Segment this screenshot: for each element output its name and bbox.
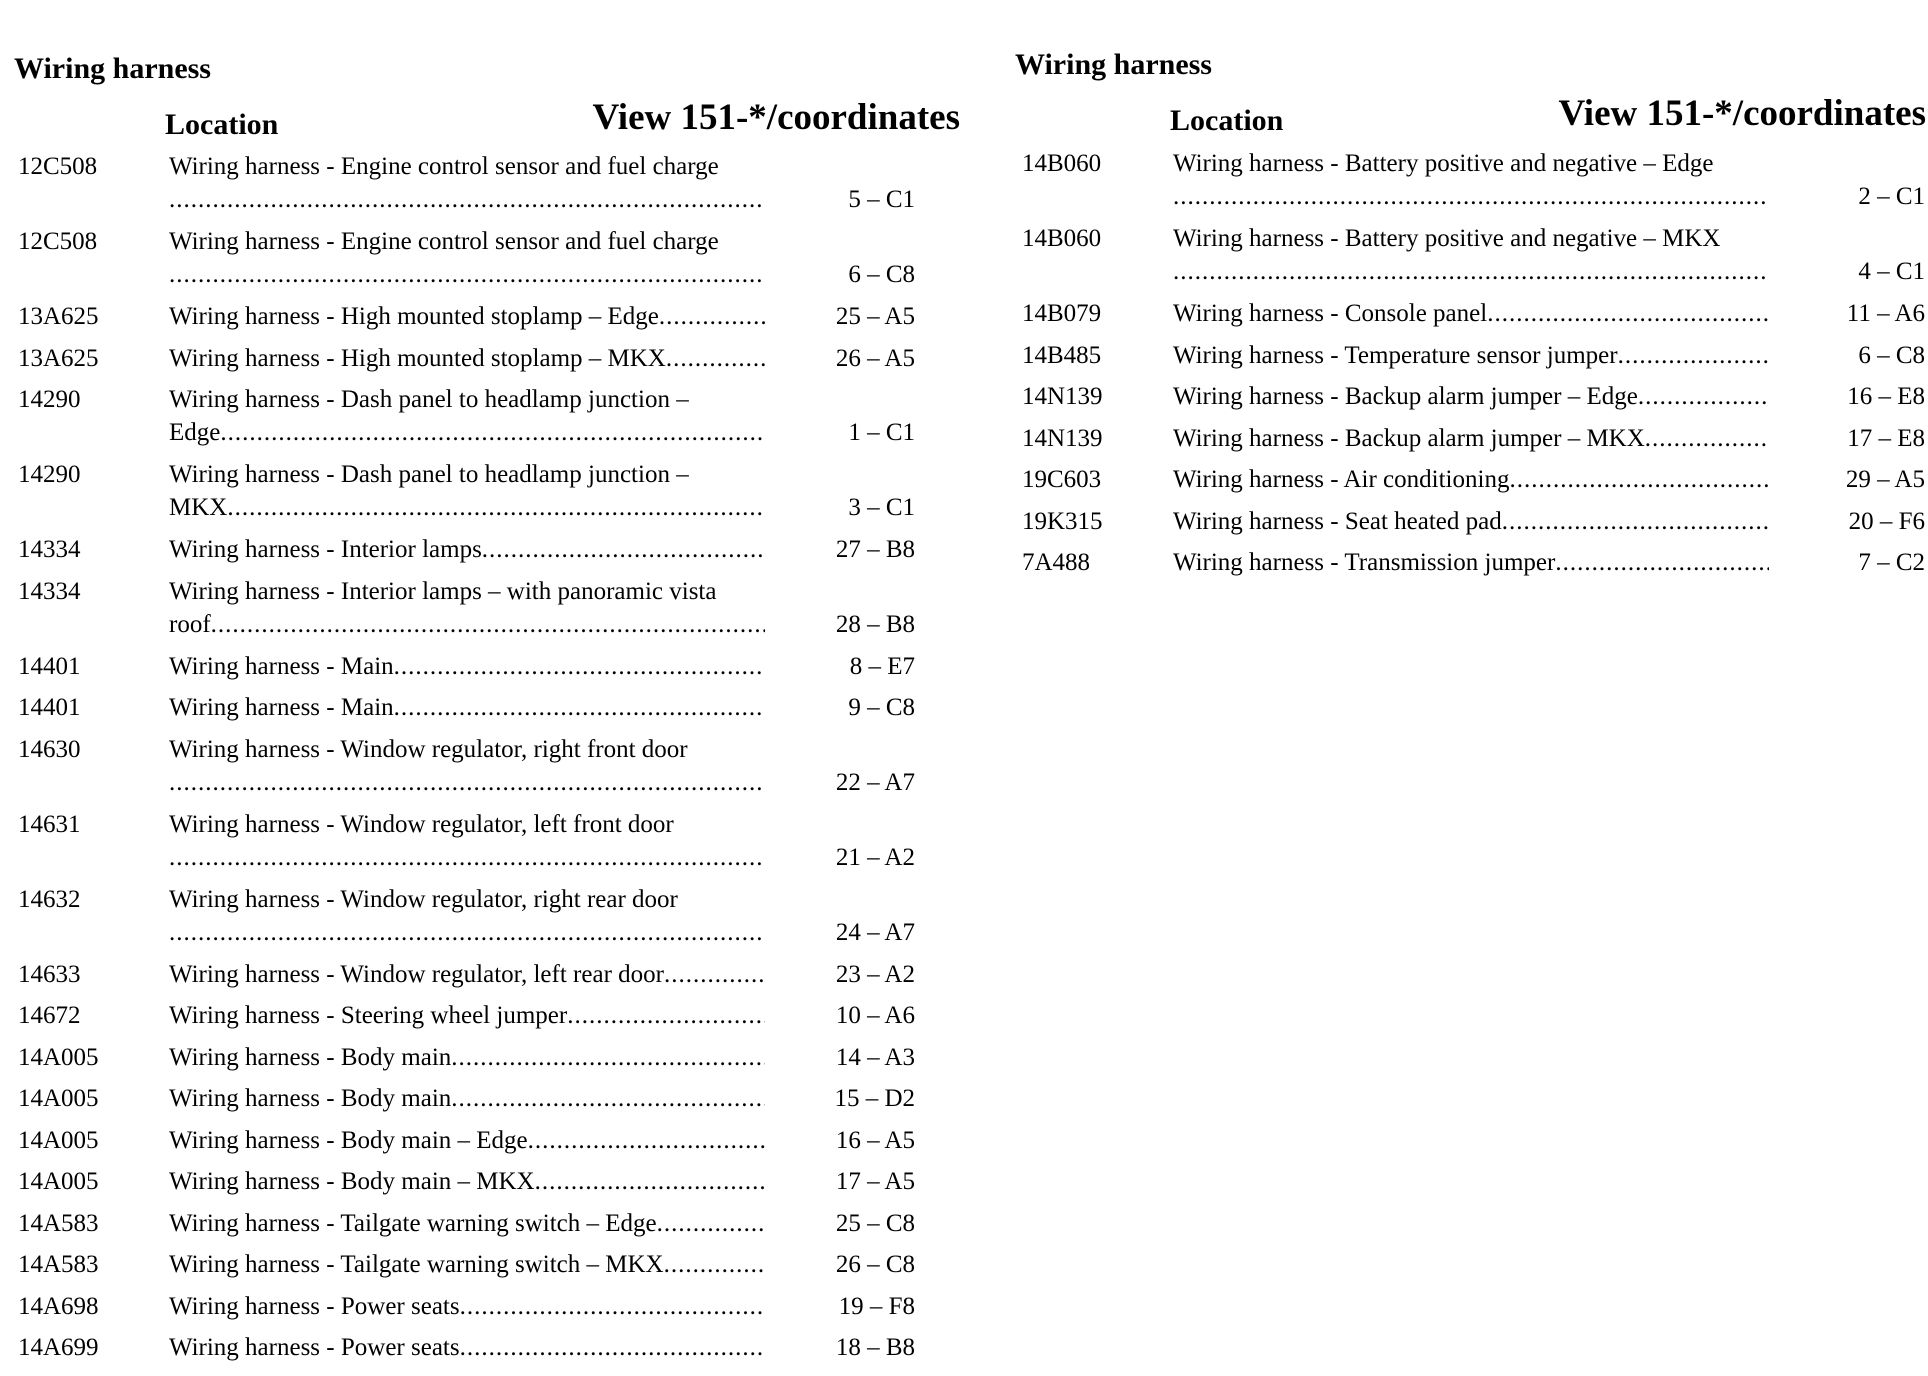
description-line: [169, 883, 765, 916]
view-coordinate: 25 – A5: [835, 303, 915, 330]
part-code: 14A583: [18, 1251, 99, 1278]
location-description: [169, 999, 765, 1032]
location-description: [1173, 422, 1769, 455]
dot-leader: [1645, 422, 1769, 455]
description-text: Wiring harness - Dash panel to headlamp junction –: [169, 386, 689, 413]
description-text: Wiring harness - Main: [169, 694, 394, 721]
location-description: [169, 1207, 765, 1240]
view-coordinate: 5 – C1: [848, 186, 915, 213]
part-code: 14A698: [18, 1292, 99, 1320]
view-coordinate: 18 – B8: [835, 1334, 915, 1361]
location-description: [1173, 147, 1769, 213]
section-title: Wiring harness: [14, 52, 211, 85]
description-line: [169, 300, 765, 333]
description-text: Wiring harness - Main: [169, 652, 394, 680]
description-text: Wiring harness - Backup alarm jumper – Edge: [1173, 383, 1638, 410]
description-line: [1173, 339, 1769, 372]
part-code: 14672: [18, 1002, 81, 1029]
description-text: Wiring harness - Body main – Edge: [169, 1126, 528, 1154]
view-coordinate: 16 – A5: [835, 1126, 915, 1154]
location-description: [1173, 339, 1769, 372]
dot-leader: [1173, 180, 1769, 213]
description-line: [1173, 422, 1769, 455]
description-line: [1173, 180, 1769, 213]
description-text: MKX: [169, 494, 228, 521]
description-line: [169, 458, 765, 491]
description-line: [1173, 463, 1769, 496]
location-description: [169, 1248, 765, 1281]
location-description: [169, 1124, 765, 1157]
dot-leader: [535, 1165, 765, 1198]
description-line: [169, 383, 765, 416]
view-coordinate: 6 – C8: [848, 261, 915, 288]
description-text: Wiring harness - Window regulator, right front door: [169, 735, 688, 763]
description-line: [169, 1041, 765, 1074]
location-description: [169, 225, 765, 291]
location-description: [169, 458, 765, 524]
location-description: [1173, 505, 1769, 538]
location-description: [169, 342, 765, 375]
dot-leader: [664, 1248, 765, 1281]
description-line: [169, 183, 765, 216]
description-line: [169, 766, 765, 799]
description-text: Wiring harness - Body main – MKX: [169, 1168, 535, 1195]
location-description: [169, 691, 765, 724]
description-text: Wiring harness - Engine control sensor and fuel charge: [169, 153, 719, 180]
description-text: Wiring harness - Interior lamps: [169, 536, 482, 563]
view-coordinate: 7 – C2: [1858, 549, 1925, 576]
description-text: Wiring harness - Window regulator, left rear door: [169, 960, 664, 988]
dot-leader: [394, 650, 765, 683]
description-line: [169, 1165, 765, 1198]
description-line: [169, 533, 765, 566]
description-text: Wiring harness - Window regulator, right rear door: [169, 885, 678, 913]
part-code: 14B079: [1022, 300, 1102, 327]
part-code: 19K315: [1022, 507, 1103, 535]
description-line: [169, 1124, 765, 1157]
view-coordinate: 1 – C1: [848, 419, 915, 446]
location-description: [1173, 222, 1769, 288]
part-code: 14631: [18, 810, 81, 838]
description-line: [1173, 147, 1769, 180]
view-coordinate: 25 – C8: [835, 1209, 915, 1237]
location-description: [169, 958, 765, 991]
part-code: 7A488: [1022, 549, 1091, 576]
location-header: Location: [1170, 104, 1284, 137]
description-text: Wiring harness - Interior lamps – with panoramic vista: [169, 577, 717, 605]
description-line: [1173, 222, 1769, 255]
part-code: 14A699: [18, 1334, 99, 1361]
dot-leader: [1502, 505, 1769, 538]
description-text: Wiring harness - High mounted stoplamp – Edge: [169, 303, 659, 330]
part-code: 14A005: [18, 1085, 99, 1112]
part-code: 14401: [18, 694, 81, 721]
view-coordinate: 22 – A7: [835, 768, 915, 796]
description-text: Edge: [169, 419, 221, 446]
description-text: Wiring harness - Temperature sensor jumper: [1173, 341, 1618, 369]
dot-leader: [169, 183, 765, 216]
part-code: 14A583: [18, 1209, 99, 1237]
dot-leader: [664, 958, 765, 991]
description-text: Wiring harness - Body main: [169, 1085, 452, 1112]
description-line: [169, 808, 765, 841]
description-line: [1173, 380, 1769, 413]
location-header: Location: [165, 108, 279, 141]
dot-leader: [1173, 255, 1769, 288]
description-line: [169, 650, 765, 683]
part-code: 19C603: [1022, 466, 1102, 493]
part-code: 14334: [18, 536, 81, 563]
dot-leader: [169, 841, 765, 874]
description-line: [169, 1331, 765, 1364]
description-text: Wiring harness - Transmission jumper: [1173, 549, 1556, 576]
description-text: Wiring harness - Power seats: [169, 1292, 460, 1320]
view-coordinate: 17 – E8: [1847, 424, 1925, 452]
dot-leader: [657, 1207, 765, 1240]
part-code: 14630: [18, 735, 81, 763]
part-code: 14401: [18, 652, 81, 680]
view-coordinate: 23 – A2: [835, 960, 915, 988]
dot-leader: [1618, 339, 1769, 372]
location-description: [169, 1290, 765, 1323]
dot-leader: [169, 258, 765, 291]
description-line: [169, 1248, 765, 1281]
dot-leader: [460, 1290, 765, 1323]
description-text: Wiring harness - Steering wheel jumper: [169, 1002, 568, 1029]
description-text: Wiring harness - Battery positive and negative – Edge: [1173, 150, 1714, 177]
dot-leader: [220, 416, 765, 449]
description-line: [169, 416, 765, 449]
description-line: [169, 150, 765, 183]
dot-leader: [394, 691, 765, 724]
location-description: [1173, 380, 1769, 413]
part-code: 14A005: [18, 1126, 99, 1154]
part-code: 14A005: [18, 1043, 99, 1071]
dot-leader: [659, 300, 765, 333]
dot-leader: [169, 916, 765, 949]
location-description: [169, 808, 765, 874]
description-text: Wiring harness - Tailgate warning switch – Edge: [169, 1209, 657, 1237]
part-code: 14290: [18, 461, 81, 488]
view-coordinate: 2 – C1: [1858, 183, 1925, 210]
location-description: [169, 1331, 765, 1364]
description-line: [169, 225, 765, 258]
description-text: Wiring harness - Battery positive and negative – MKX: [1173, 225, 1721, 252]
location-description: [169, 533, 765, 566]
description-line: [169, 1290, 765, 1323]
view-coordinate: 15 – D2: [834, 1085, 915, 1112]
dot-leader: [227, 491, 765, 524]
description-line: [1173, 297, 1769, 330]
description-line: [169, 258, 765, 291]
view-coordinate: 17 – A5: [835, 1168, 915, 1195]
view-coordinate: 26 – C8: [835, 1251, 915, 1278]
dot-leader: [528, 1124, 765, 1157]
view-coordinate: 3 – C1: [848, 494, 915, 521]
view-coordinate: 10 – A6: [835, 1002, 915, 1029]
view-coordinate: 11 – A6: [1846, 300, 1925, 327]
description-line: [1173, 546, 1769, 579]
dot-leader: [1638, 380, 1769, 413]
part-code: 12C508: [18, 153, 98, 180]
description-line: [1173, 505, 1769, 538]
dot-leader: [451, 1082, 765, 1115]
dot-leader: [666, 342, 765, 375]
description-text: Wiring harness - High mounted stoplamp – MKX: [169, 344, 666, 372]
location-description: [169, 1041, 765, 1074]
description-text: Wiring harness - Engine control sensor and fuel charge: [169, 228, 719, 255]
location-description: [169, 150, 765, 216]
view-coordinate: 21 – A2: [835, 843, 915, 871]
location-description: [169, 883, 765, 949]
view-coordinate: 8 – E7: [849, 652, 915, 680]
description-text: Wiring harness - Console panel: [1173, 300, 1488, 327]
part-code: 14632: [18, 885, 81, 913]
dot-leader: [460, 1331, 765, 1364]
description-line: [169, 608, 765, 641]
location-description: [169, 1165, 765, 1198]
description-text: Wiring harness - Power seats: [169, 1334, 460, 1361]
description-line: [169, 958, 765, 991]
dot-leader: [1509, 463, 1769, 496]
location-description: [1173, 463, 1769, 496]
location-description: [1173, 297, 1769, 330]
description-line: [169, 916, 765, 949]
view-coordinates-header: View 151-*/coordinates: [1558, 93, 1926, 134]
description-text: Wiring harness - Backup alarm jumper – MKX: [1173, 424, 1645, 452]
view-coordinate: 4 – C1: [1858, 258, 1925, 285]
location-description: [169, 1082, 765, 1115]
dot-leader: [211, 608, 765, 641]
section-title: Wiring harness: [1015, 48, 1212, 81]
view-coordinate: 29 – A5: [1845, 466, 1925, 493]
part-code: 14B485: [1022, 341, 1102, 369]
part-code: 12C508: [18, 228, 98, 255]
location-description: [1173, 546, 1769, 579]
description-text: Wiring harness - Body main: [169, 1043, 452, 1071]
description-line: [169, 1207, 765, 1240]
description-text: Wiring harness - Window regulator, left front door: [169, 810, 674, 838]
view-coordinate: 16 – E8: [1847, 383, 1925, 410]
location-description: [169, 300, 765, 333]
description-line: [169, 691, 765, 724]
description-text: Wiring harness - Air conditioning: [1173, 466, 1510, 493]
part-code: 14290: [18, 386, 81, 413]
view-coordinate: 24 – A7: [835, 918, 915, 946]
part-code: 13A625: [18, 303, 99, 330]
description-line: [169, 575, 765, 608]
description-line: [169, 491, 765, 524]
description-text: Wiring harness - Dash panel to headlamp junction –: [169, 461, 689, 488]
description-line: [169, 342, 765, 375]
dot-leader: [482, 533, 765, 566]
view-coordinate: 6 – C8: [1858, 341, 1925, 369]
part-code: 14N139: [1022, 383, 1103, 410]
dot-leader: [1487, 297, 1769, 330]
view-coordinate: 28 – B8: [835, 610, 915, 638]
location-description: [169, 575, 765, 641]
view-coordinate: 20 – F6: [1848, 507, 1925, 535]
location-description: [169, 733, 765, 799]
view-coordinates-header: View 151-*/coordinates: [592, 97, 960, 138]
part-code: 13A625: [18, 344, 99, 372]
description-text: Wiring harness - Seat heated pad: [1173, 507, 1502, 535]
dot-leader: [451, 1041, 765, 1074]
view-coordinate: 27 – B8: [835, 536, 915, 563]
part-code: 14A005: [18, 1168, 99, 1195]
view-coordinate: 9 – C8: [848, 694, 915, 721]
part-code: 14633: [18, 960, 81, 988]
view-coordinate: 14 – A3: [835, 1043, 915, 1071]
location-description: [169, 383, 765, 449]
part-code: 14B060: [1022, 150, 1102, 177]
location-description: [169, 650, 765, 683]
view-coordinate: 26 – A5: [835, 344, 915, 372]
dot-leader: [1555, 546, 1769, 579]
part-code: 14N139: [1022, 424, 1103, 452]
part-code: 14334: [18, 577, 81, 605]
description-line: [169, 841, 765, 874]
dot-leader: [567, 999, 765, 1032]
description-line: [1173, 255, 1769, 288]
dot-leader: [169, 766, 765, 799]
part-code: 14B060: [1022, 225, 1102, 252]
description-text: Wiring harness - Tailgate warning switch – MKX: [169, 1251, 664, 1278]
description-line: [169, 1082, 765, 1115]
description-text: roof: [169, 610, 211, 638]
description-line: [169, 999, 765, 1032]
view-coordinate: 19 – F8: [838, 1292, 915, 1320]
description-line: [169, 733, 765, 766]
